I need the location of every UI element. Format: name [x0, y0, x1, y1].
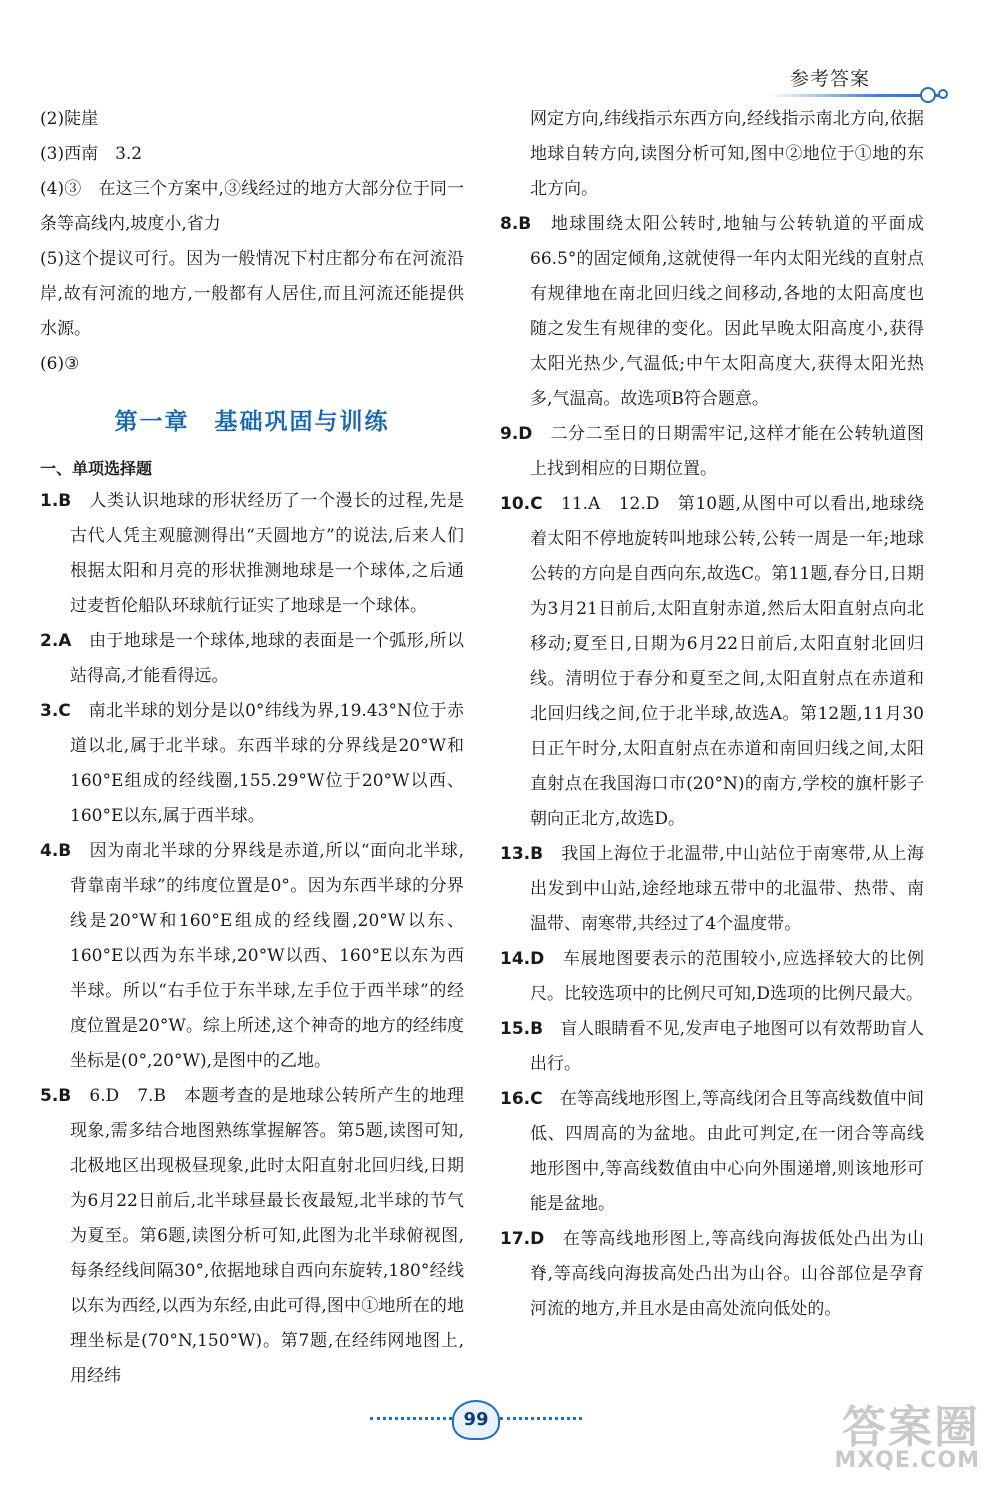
item-text: 在等高线地形图上,等高线向海拔低处凸出为山脊,等高线向海拔高处凸出为山谷。山谷部位是孕育河流的地方,并且水是由高处流向低处的。: [530, 1229, 924, 1319]
intro-line: (4)③ 在这三个方案中,③线经过的地方大部分位于同一条等高线内,坡度小,省力: [40, 179, 464, 234]
item-text: 在等高线地形图上,等高线闭合且等高线数值中间低、四周高的为盆地。由此可判定,在一闭合等高线地形图中,等高线数值由中心向外围递增,则该地形可能是盆地。: [530, 1089, 924, 1214]
item-answer: A: [58, 631, 72, 651]
right-column: [500, 102, 924, 1327]
page-number: 99: [452, 1400, 500, 1440]
item-number: 4.: [40, 841, 59, 861]
answer-item: [40, 694, 464, 834]
chapter-title: 第一章 基础巩固与训练: [114, 409, 390, 435]
answer-item: [40, 1079, 464, 1394]
intro-line: (3)西南 3.2: [40, 144, 143, 164]
item-answer: D: [530, 1229, 545, 1249]
item-number: 1.: [40, 491, 59, 511]
item-text: 由于地球是一个球体,地球的表面是一个弧形,所以站得高,才能看得远。: [70, 631, 464, 686]
footer-dots-right: [500, 1417, 582, 1420]
header-decor-line: [770, 94, 945, 97]
intro-line: (5)这个提议可行。因为一般情况下村庄都分布在河流沿岸,故有河流的地方,一般都有人居住,而且河流还能提供水源。: [40, 249, 464, 339]
answer-item: [500, 1082, 924, 1222]
answer-item: [500, 837, 924, 942]
item-number: 3.: [40, 701, 59, 721]
item-number: 10.: [500, 494, 531, 514]
item-number: 17.: [500, 1229, 531, 1249]
header-small-circle-icon: [938, 89, 948, 99]
header-label: 参考答案: [790, 68, 871, 90]
item-answer: C: [530, 494, 543, 514]
item-text: 我国上海位于北温带,中山站位于南寒带,从上海出发到中山站,途经地球五带中的北温带、热带、南温带、南寒带,共经过了4个温度带。: [530, 844, 924, 934]
answer-item: [40, 834, 464, 1079]
item-number: 16.: [500, 1089, 531, 1109]
header-circle-icon: [920, 87, 936, 103]
answer-item: [500, 942, 924, 1012]
page-header: [770, 58, 970, 108]
answer-item: [500, 1012, 924, 1082]
item-answer: B: [518, 214, 532, 234]
item-answer: C: [530, 1089, 543, 1109]
item-answer: B: [58, 1086, 72, 1106]
item-number: 13.: [500, 844, 531, 864]
watermark-title: 答案圈: [842, 1402, 980, 1453]
item-text: 车展地图要表示的范围较小,应选择较大的比例尺。比较选项中的比例尺可知,D选项的比例尺最大。: [530, 949, 924, 1004]
item-answer: B: [530, 844, 544, 864]
item-text: 盲人眼睛看不见,发声电子地图可以有效帮助盲人出行。: [530, 1019, 924, 1074]
item-text: 因为南北半球的分界线是赤道,所以“面向北半球,背靠南半球”的纬度位置是0°。因为东西半球的分界线是20°W和160°E组成的经线圈,20°W以东、160°E以西为东半球,20°W以西、160°E以东为西半球。所以“右手位于东半球,左手位于西半球”的经度位置是20°W。综上所述,这个神奇的地方的经纬度坐标是(0°,20°W),是图中的乙地。: [70, 841, 464, 1071]
item-text: 6.D 7.B 本题考查的是地球公转所产生的地理现象,需多结合地图熟练掌握解答。第5题,读图可知,北极地区出现极昼现象,此时太阳直射北回归线,日期为6月22日前后,北半球昼最长夜最短,北半球的节气为夏至。第6题,读图分析可知,此图为北半球俯视图,每条经线间隔30°,依据地球自西向东旋转,180°经线以东为西经,以西为东经,由此可得,图中①地所在的地理坐标是(70°N,150°W)。第7题,在经纬网地图上,用经纬: [70, 1086, 464, 1386]
watermark-logo: [834, 1402, 980, 1473]
item-text: 二分二至日的日期需牢记,这样才能在公转轨道图上找到相应的日期位置。: [530, 424, 924, 479]
answer-item: [500, 207, 924, 417]
item-number: 14.: [500, 949, 531, 969]
item-number: 9.: [500, 424, 519, 444]
answer-item: [500, 487, 924, 837]
answer-item: [500, 417, 924, 487]
item-answer: B: [530, 1019, 544, 1039]
item-text: 11.A 12.D 第10题,从图中可以看出,地球绕着太阳不停地旋转叫地球公转,公转一周是一年;地球公转的方向是自西向东,故选C。第11题,春分日,日期为3月21日前后,太阳直射赤道,然后太阳直射点向北移动;夏至日,日期为6月22日前后,太阳直射北回归线。清明位于春分和夏至之间,太阳直射点在赤道和北回归线之间,位于北半球,故选A。第12题,11月30日正午时分,太阳直射点在赤道和南回归线之间,太阳直射点在我国海口市(20°N)的南方,学校的旗杆影子朝向正北方,故选D。: [530, 494, 924, 829]
intro-line: (6)③: [40, 354, 80, 374]
item-number: 5.: [40, 1086, 59, 1106]
continuation-line: 网定方向,纬线指示东西方向,经线指示南北方向,依据地球自转方向,读图分析可知,图中②地位于①地的东北方向。: [530, 109, 924, 199]
item-answer: C: [58, 701, 71, 721]
item-number: 15.: [500, 1019, 531, 1039]
item-number: 2.: [40, 631, 59, 651]
item-number: 8.: [500, 214, 519, 234]
answer-item: [40, 484, 464, 624]
item-text: 南北半球的划分是以0°纬线为界,19.43°N位于赤道以北,属于北半球。东西半球的分界线是20°W和160°E组成的经线圈,155.29°W位于20°W以西、160°E以东,属于西半球。: [70, 701, 464, 826]
intro-line: (2)陡崖: [40, 109, 99, 129]
item-text: 地球围绕太阳公转时,地轴与公转轨道的平面成66.5°的固定倾角,这就使得一年内太阳光线的直射点有规律地在南北回归线之间移动,各地的太阳高度也随之发生有规律的变化。因此早晚太阳高度小,获得太阳光热少,气温低;中午太阳高度大,获得太阳光热多,气温高。故选项B符合题意。: [530, 214, 924, 409]
item-text: 人类认识地球的形状经历了一个漫长的过程,先是古代人凭主观臆测得出“天圆地方”的说法,后来人们根据太阳和月亮的形状推测地球是一个球体,之后通过麦哲伦船队环球航行证实了地球是一个球体。: [70, 491, 464, 616]
continuation-text: [500, 102, 924, 207]
answer-item: [40, 624, 464, 694]
item-answer: D: [518, 424, 533, 444]
answer-item: [500, 1222, 924, 1327]
item-answer: D: [530, 949, 545, 969]
left-column: [40, 102, 464, 1394]
item-answer: B: [58, 841, 72, 861]
item-answer: B: [58, 491, 72, 511]
watermark-site: MXQE.COM: [834, 1448, 980, 1473]
footer-dots-left: [370, 1417, 452, 1420]
section-title: 一、单项选择题: [40, 459, 153, 478]
